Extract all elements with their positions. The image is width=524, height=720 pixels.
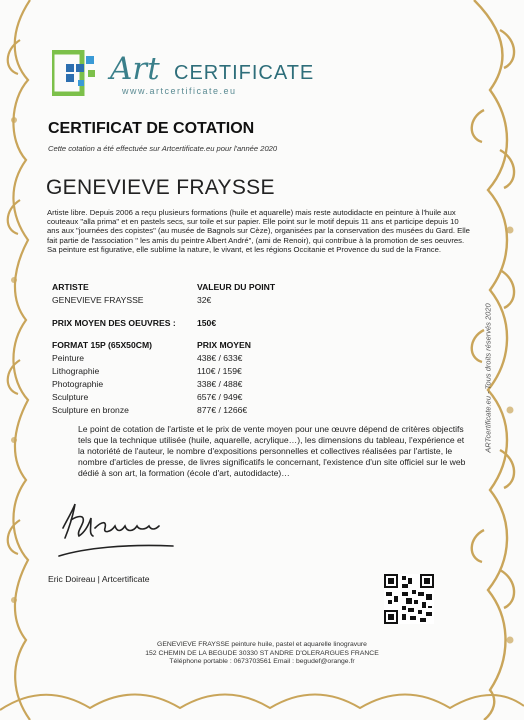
qr-code[interactable] xyxy=(384,574,434,624)
row-type: Photographie xyxy=(52,379,104,389)
footer-line-2: 152 CHEMIN DE LA BEGUDE 30330 ST ANDRE D'OLERARGUES FRANCE xyxy=(145,649,379,657)
point-value-header: VALEUR DU POINT xyxy=(197,282,276,292)
certificate-title: CERTIFICAT DE COTATION xyxy=(48,120,255,137)
artist-header: ARTISTE xyxy=(52,282,89,292)
table-row-price xyxy=(197,379,242,389)
artist-biography: Artiste libre. Depuis 2006 a reçu plusieurs formations (huile et aquarelle) mais reste autodidacte en peinture à l'huile aux couteaux "alla prima" et en pastels secs, sur toile et sur papier. Elle point sur le motif depuis 11 ans et participe depuis 10 ans aux "journées des copistes" (au musée de Bagnols sur Cèze), organisées par la conservation des musées du Gard. Elle fait partie de l'association " les amis du peintre Albert André", (ami de Renoir), qui contribue à la promotion de ses oeuvres. Sa peinture est figurative, elle sublime la nature, le vivant, et les régions Occitanie et Provence du sud de la France. xyxy=(47,208,470,254)
logo-word-certificate: CERTIFICATE xyxy=(174,62,315,84)
row-price: 877€ / 1266€ xyxy=(197,405,248,415)
row-type: Sculpture xyxy=(52,392,89,402)
table-row xyxy=(52,405,129,415)
footer-line-3: Téléphone portable : 0673703561 Email : begudef@orange.fr xyxy=(169,658,355,666)
footer-line-1: GENEVIEVE FRAYSSE peinture huile, pastel et aquarelle linogravure xyxy=(157,641,367,648)
cotation-explanation: Le point de cotation de l'artiste et le prix de vente moyen pour une œuvre dépend de critères objectifs tels que la technique utilisée (huile, aquarelle, acrylique…), les dimensions du tableau, l'expérience et la notoriété de l'auteur, le nombre d'expositions personnelles et collectives réalisées par l'artiste, le nombre d'articles de presse, de livres significatifs le concernant, l'existence d'un site officiel sur le web dédié à son art, la formation (école d'art, autodidacte)… xyxy=(78,424,466,478)
average-price-value: 150€ xyxy=(197,318,217,328)
table-row-price xyxy=(197,392,242,402)
table-row xyxy=(52,379,103,389)
table-row-price xyxy=(197,353,242,363)
logo-word-art: Art xyxy=(110,51,160,87)
row-type: Peinture xyxy=(52,353,85,363)
row-type: Sculpture en bronze xyxy=(52,405,129,415)
signer-name: Eric Doireau | Artcertificate xyxy=(48,574,150,584)
handwritten-signature xyxy=(55,498,185,568)
footer xyxy=(0,641,524,667)
table-row xyxy=(52,366,99,376)
table-row-price xyxy=(197,405,247,415)
row-price: 657€ / 949€ xyxy=(197,392,243,402)
row-price: 438€ / 633€ xyxy=(197,353,243,363)
artist-name-heading: GENEVIEVE FRAYSSE xyxy=(46,176,275,199)
copyright-side-note: ARTcertificate.eu - Tous droits réservés 2020 xyxy=(483,303,493,453)
row-price: 110€ / 159€ xyxy=(197,366,242,376)
artist-value: GENEVIEVE FRAYSSE xyxy=(52,295,144,305)
table-row-price xyxy=(197,366,242,376)
certificate-subtitle: Cette cotation a été effectuée sur Artcertificate.eu pour l'année 2020 xyxy=(48,144,278,153)
average-price-label: PRIX MOYEN DES OEUVRES : xyxy=(52,318,176,328)
logo-url: www.artcertificate.eu xyxy=(122,86,237,96)
point-value: 32€ xyxy=(197,295,212,305)
table-row xyxy=(52,353,84,363)
table-row xyxy=(52,392,88,402)
price-header: PRIX MOYEN xyxy=(197,340,251,350)
row-price: 338€ / 488€ xyxy=(197,379,243,389)
format-header: FORMAT 15P (65X50CM) xyxy=(52,340,152,350)
row-type: Lithographie xyxy=(52,366,100,376)
